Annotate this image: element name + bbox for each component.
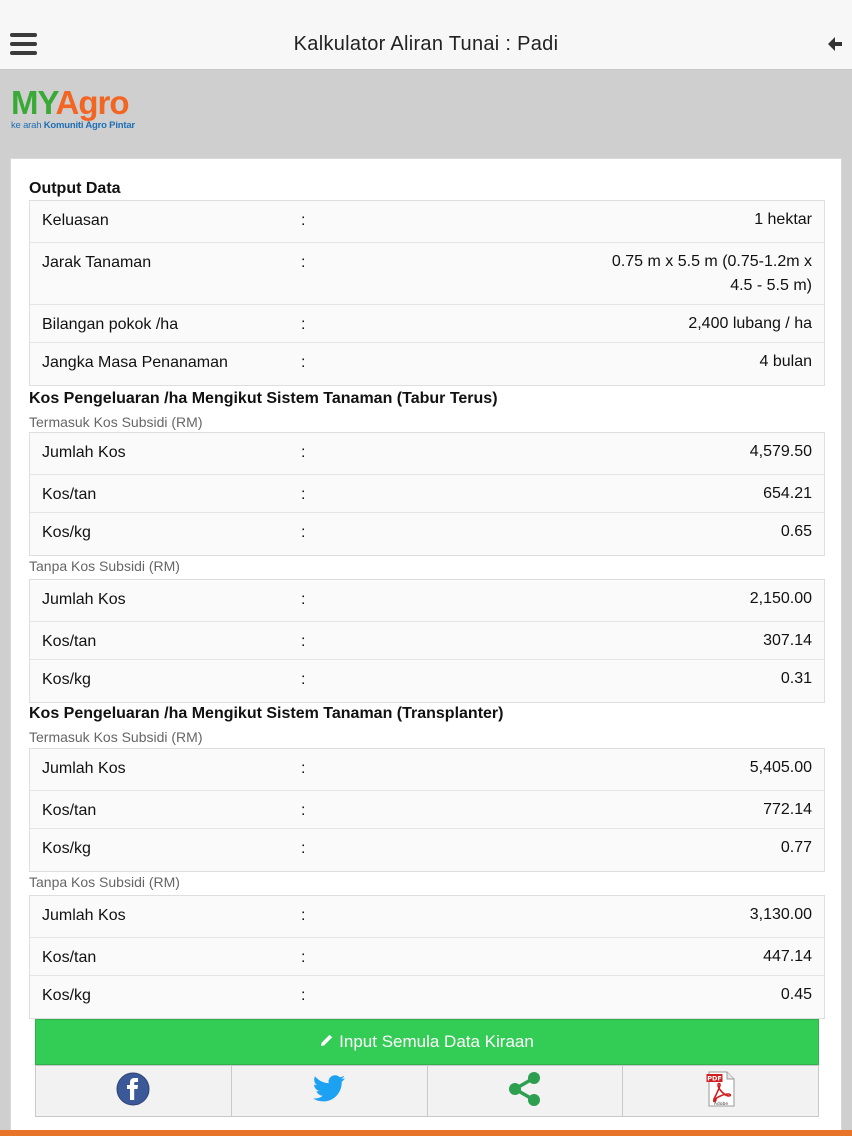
table-row (30, 475, 824, 513)
section2-subsidy-table (29, 748, 825, 872)
row-colon: : (301, 316, 306, 333)
table-row (30, 622, 824, 660)
navbar (0, 0, 852, 70)
table-row (30, 660, 824, 702)
table-row (30, 829, 824, 871)
pdf-badge-text: PDF (706, 1074, 722, 1083)
row-label: Bilangan pokok /ha (42, 316, 179, 333)
table-row (30, 976, 824, 1018)
row-colon: : (301, 633, 306, 650)
row-colon: : (301, 907, 306, 924)
row-value: 4 bulan (759, 353, 812, 370)
row-colon: : (301, 949, 306, 966)
row-colon: : (301, 524, 306, 541)
row-value: 307.14 (763, 632, 812, 649)
row-label: Kos/kg (42, 840, 91, 857)
row-value: 0.77 (780, 839, 812, 856)
row-label: Kos/tan (42, 802, 97, 819)
section1-nosubsidy-table (29, 579, 825, 703)
logo-agro: Agro (55, 84, 129, 121)
pencil-icon (320, 1020, 334, 1064)
table-row (30, 343, 824, 385)
facebook-share-button[interactable] (35, 1065, 232, 1117)
row-value: 0.65 (780, 523, 812, 540)
row-value (612, 250, 812, 298)
section1-subsidy-table (29, 432, 825, 556)
row-label: Kos/tan (42, 949, 97, 966)
row-value: 0.31 (780, 670, 812, 687)
back-arrow-icon[interactable] (826, 34, 844, 54)
page-title: Kalkulator Aliran Tunai : Padi (293, 33, 559, 55)
table-row (30, 513, 824, 555)
row-label: Kos/kg (42, 524, 91, 541)
row-colon: : (301, 840, 306, 857)
row-value: 654.21 (763, 485, 812, 502)
row-label: Keluasan (42, 212, 109, 229)
row-label: Jumlah Kos (42, 760, 126, 777)
row-colon: : (301, 254, 306, 271)
row-label: Kos/tan (42, 486, 97, 503)
logo-tag-bold: Komuniti Agro Pintar (43, 120, 135, 131)
table-row (30, 749, 824, 791)
myagro-logo (11, 85, 135, 131)
row-value: 5,405.00 (749, 759, 812, 776)
logo-tag-prefix: ke arah (11, 120, 44, 131)
section1-nosubsidy-label: Tanpa Kos Subsidi (RM) (29, 558, 180, 574)
bottom-accent-bar (0, 1130, 852, 1136)
row-value: 3,130.00 (749, 906, 812, 923)
row-label: Jangka Masa Penanaman (42, 354, 228, 371)
row-value: 2,400 lubang / ha (688, 315, 812, 332)
row-value: 447.14 (763, 948, 812, 965)
share-icon (506, 1070, 544, 1113)
row-value: 0.45 (780, 986, 812, 1003)
output-table (29, 200, 825, 386)
row-value: 2,150.00 (749, 590, 812, 607)
row-label: Jumlah Kos (42, 444, 126, 461)
row-value: 772.14 (763, 801, 812, 818)
row-colon: : (301, 802, 306, 819)
output-heading: Output Data (29, 180, 121, 197)
row-value-line: 4.5 - 5.5 m) (730, 277, 812, 294)
row-colon: : (301, 760, 306, 777)
section2-heading: Kos Pengeluaran /ha Mengikut Sistem Tanaman (Transplanter) (29, 705, 504, 722)
table-row (30, 305, 824, 343)
row-label: Jarak Tanaman (42, 254, 152, 271)
twitter-icon (312, 1075, 346, 1108)
share-toolbar (35, 1065, 819, 1117)
row-colon: : (301, 354, 306, 371)
row-label: Kos/kg (42, 671, 91, 688)
row-label: Jumlah Kos (42, 591, 126, 608)
section1-heading: Kos Pengeluaran /ha Mengikut Sistem Tanaman (Tabur Terus) (29, 390, 498, 407)
logo-tagline (11, 120, 135, 131)
row-value: 1 hektar (754, 211, 812, 228)
reset-input-button[interactable] (35, 1019, 819, 1065)
pdf-brand-text: Adobe (713, 1101, 728, 1107)
row-colon: : (301, 444, 306, 461)
facebook-icon (116, 1072, 150, 1111)
row-colon: : (301, 212, 306, 229)
row-value: 4,579.50 (749, 443, 812, 460)
table-row (30, 791, 824, 829)
table-row (30, 580, 824, 622)
section2-nosubsidy-label: Tanpa Kos Subsidi (RM) (29, 874, 180, 890)
row-colon: : (301, 591, 306, 608)
row-label: Kos/kg (42, 987, 91, 1004)
row-label: Jumlah Kos (42, 907, 126, 924)
pdf-icon (706, 1071, 736, 1112)
results-card (10, 158, 842, 1136)
row-value-line: 0.75 m x 5.5 m (0.75-1.2m x (611, 253, 812, 270)
row-colon: : (301, 486, 306, 503)
section2-nosubsidy-table (29, 895, 825, 1019)
table-row (30, 896, 824, 938)
share-button[interactable] (428, 1065, 624, 1117)
logo-my: MY (11, 84, 56, 121)
pdf-export-button[interactable] (623, 1065, 819, 1117)
table-row (30, 243, 824, 305)
row-colon: : (301, 987, 306, 1004)
banner (0, 71, 852, 159)
row-label: Kos/tan (42, 633, 97, 650)
table-row (30, 433, 824, 475)
table-row (30, 938, 824, 976)
section2-subsidy-label: Termasuk Kos Subsidi (RM) (29, 729, 203, 745)
reset-button-label: Input Semula Data Kiraan (339, 1032, 534, 1051)
twitter-share-button[interactable] (232, 1065, 428, 1117)
table-row (30, 201, 824, 243)
section1-subsidy-label: Termasuk Kos Subsidi (RM) (29, 414, 203, 430)
row-colon: : (301, 671, 306, 688)
